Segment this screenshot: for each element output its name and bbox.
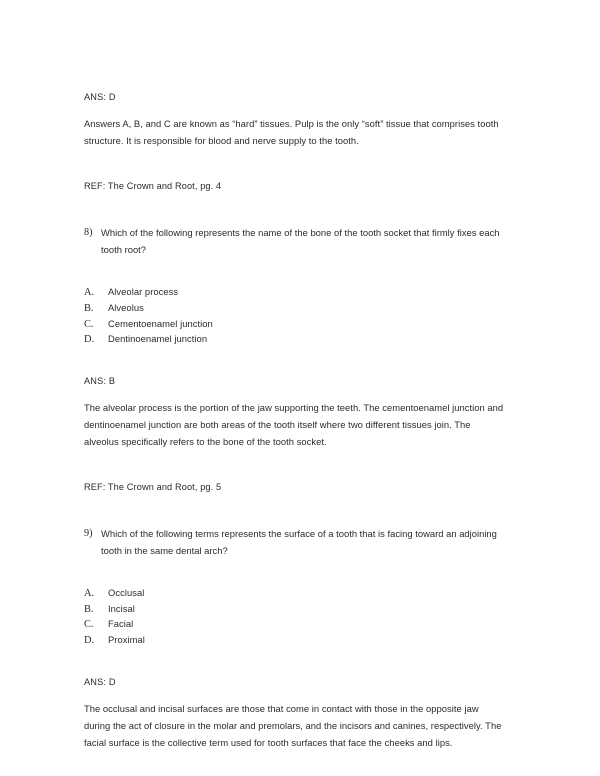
option-b-letter: B. xyxy=(84,603,94,615)
answer-line-9: ANS: D xyxy=(84,676,116,687)
option-d[interactable] xyxy=(84,633,504,649)
question-8 xyxy=(84,224,504,258)
spacer xyxy=(84,348,504,375)
spacer xyxy=(84,104,504,115)
spacer xyxy=(84,258,504,285)
spacer xyxy=(84,149,504,180)
option-b[interactable] xyxy=(84,602,504,618)
option-b-label: Incisal xyxy=(108,602,135,614)
option-d-letter: D. xyxy=(84,635,95,646)
option-a[interactable] xyxy=(84,285,504,301)
option-b-label: Alveolus xyxy=(108,301,144,313)
question-9-options xyxy=(84,586,504,648)
option-c-letter: C. xyxy=(84,318,94,330)
question-8-number: 8) xyxy=(84,227,93,239)
answer-line-8: ANS: B xyxy=(84,375,116,386)
question-8-text: Which of the following represents the name of the bone of the tooth socket that firmly fixes each tooth root? xyxy=(101,227,500,256)
option-c-label: Cementoenamel junction xyxy=(108,317,213,329)
option-a-letter: A. xyxy=(84,588,95,600)
rationale-8: The alveolar process is the portion of the jaw supporting the teeth. The cementoenamel junction and dentinoenamel junction are both areas of the tooth itself where two different tissues join. The alveolus specifically refers to the bone of the tooth socket. xyxy=(84,401,504,447)
question-9 xyxy=(84,525,504,559)
spacer xyxy=(84,649,504,676)
option-d-label: Dentinoenamel junction xyxy=(108,333,208,345)
reference-8: REF: The Crown and Root, pg. 5 xyxy=(84,482,222,493)
option-a-label: Alveolar process xyxy=(108,286,179,298)
option-c[interactable] xyxy=(84,617,504,633)
question-8-options xyxy=(84,285,504,347)
spacer xyxy=(84,559,504,586)
answer-line-7: ANS: D xyxy=(84,92,116,102)
option-c-letter: C. xyxy=(84,619,94,631)
reference-7: REF: The Crown and Root, pg. 4 xyxy=(84,181,222,192)
spacer xyxy=(84,193,504,224)
option-b[interactable] xyxy=(84,301,504,317)
spacer xyxy=(84,689,504,700)
option-c-label: Facial xyxy=(108,618,134,630)
rationale-9: The occlusal and incisal surfaces are those that come in contact with those in the opposite jaw during the act of closure in the molar and premolars, and the incisors and canines, respectively. The facial surface is the collective term used for tooth surfaces that face the cheeks and lips. xyxy=(84,702,502,748)
document-body xyxy=(84,91,504,751)
option-d-letter: D. xyxy=(84,334,95,346)
question-9-text: Which of the following terms represents the surface of a tooth that is facing toward an adjoining tooth in the same dental arch? xyxy=(101,528,497,557)
option-b-letter: B. xyxy=(84,302,94,314)
option-c[interactable] xyxy=(84,317,504,333)
option-a-letter: A. xyxy=(84,287,95,299)
question-9-number: 9) xyxy=(84,528,93,540)
rationale-7: Answers A, B, and C are known as “hard” tissues. Pulp is the only “soft” tissue that comprises tooth structure. It is responsible for blood and nerve supply to the tooth. xyxy=(84,118,499,147)
option-a[interactable] xyxy=(84,586,504,602)
option-d-label: Proximal xyxy=(108,634,145,645)
option-a-label: Occlusal xyxy=(108,587,145,599)
spacer xyxy=(84,388,504,399)
option-d[interactable] xyxy=(84,332,504,348)
spacer xyxy=(84,494,504,525)
spacer xyxy=(84,450,504,481)
